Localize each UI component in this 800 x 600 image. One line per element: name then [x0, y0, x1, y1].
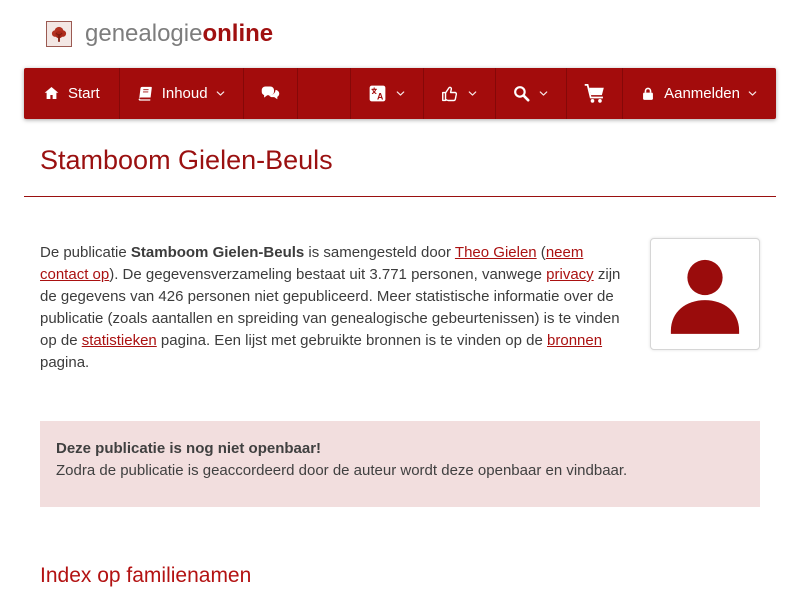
- main-navbar: [24, 68, 776, 119]
- nav-item-search[interactable]: [495, 68, 566, 119]
- privacy-link[interactable]: privacy: [546, 266, 594, 283]
- page-title: Stamboom Gielen-Beuls: [40, 145, 333, 175]
- publication-name: Stamboom Gielen-Beuls: [130, 244, 305, 261]
- site-header: [0, 0, 800, 48]
- thumbs-up-icon: [440, 84, 460, 104]
- main-content: [40, 145, 760, 588]
- nav-item-start[interactable]: [24, 68, 119, 119]
- contact-link[interactable]: neem contact op: [40, 244, 584, 283]
- lock-icon: [640, 86, 656, 102]
- intro-text: pagina.: [40, 354, 90, 371]
- nav-item-language[interactable]: [350, 68, 423, 119]
- intro-text: De publicatie: [40, 244, 131, 261]
- statistics-link[interactable]: statistieken: [81, 332, 157, 349]
- chevron-down-icon: [746, 87, 759, 100]
- brand-text-red: online: [202, 20, 274, 47]
- book-icon: [136, 85, 154, 103]
- intro-text: pagina. Een lijst met gebruikte bronnen is te vinden op de: [156, 332, 548, 349]
- nav-item-messages[interactable]: [243, 68, 297, 119]
- intro-text: zijn de gegevens van 426 personen niet gepubliceerd. Meer statistische informatie over de publicatie (zoals aantallen en spreiding van genealogische gebeurtenissen) is te vinden op de: [40, 266, 621, 349]
- brand-logo[interactable]: [46, 21, 800, 47]
- comments-icon: [260, 83, 281, 104]
- intro-paragraph: [40, 242, 632, 374]
- nav-item-aanmelden[interactable]: [622, 68, 776, 119]
- intro-text: ). De gegevensverzameling bestaat uit 3.771 personen, vanwege: [109, 266, 547, 283]
- chevron-down-icon: [466, 87, 479, 100]
- chevron-down-icon: [394, 87, 407, 100]
- not-public-notice: [40, 421, 760, 507]
- intro-text: is samengesteld door: [304, 244, 455, 261]
- intro-text: (: [536, 244, 546, 261]
- brand-text: [85, 21, 273, 47]
- search-icon: [512, 84, 531, 103]
- brand-text-gray: genealogie: [85, 20, 203, 47]
- chevron-down-icon: [537, 87, 550, 100]
- nav-label-start: Start: [68, 85, 100, 102]
- chevron-down-icon: [214, 87, 227, 100]
- notice-title: Deze publicatie is nog niet openbaar!: [56, 440, 322, 457]
- title-divider: [24, 196, 776, 197]
- home-icon: [43, 85, 60, 102]
- nav-item-cart[interactable]: [566, 68, 622, 119]
- tree-icon: [46, 21, 72, 47]
- svg-text:A: A: [377, 91, 384, 102]
- intro-section: [40, 242, 760, 374]
- notice-body: Zodra de publicatie is geaccordeerd door de auteur wordt deze openbaar en vindbaar.: [56, 462, 628, 479]
- author-link[interactable]: Theo Gielen: [454, 244, 537, 261]
- translate-icon: [367, 83, 388, 104]
- nav-label-inhoud: Inhoud: [161, 85, 208, 102]
- nav-spacer: [297, 68, 351, 119]
- sources-link[interactable]: bronnen: [547, 332, 603, 349]
- surname-index-heading: Index op familienamen: [40, 564, 252, 587]
- nav-label-aanmelden: Aanmelden: [664, 85, 740, 102]
- nav-item-inhoud[interactable]: [119, 68, 243, 119]
- cart-icon: [583, 82, 606, 105]
- nav-item-like[interactable]: [423, 68, 495, 119]
- author-avatar: [650, 238, 760, 350]
